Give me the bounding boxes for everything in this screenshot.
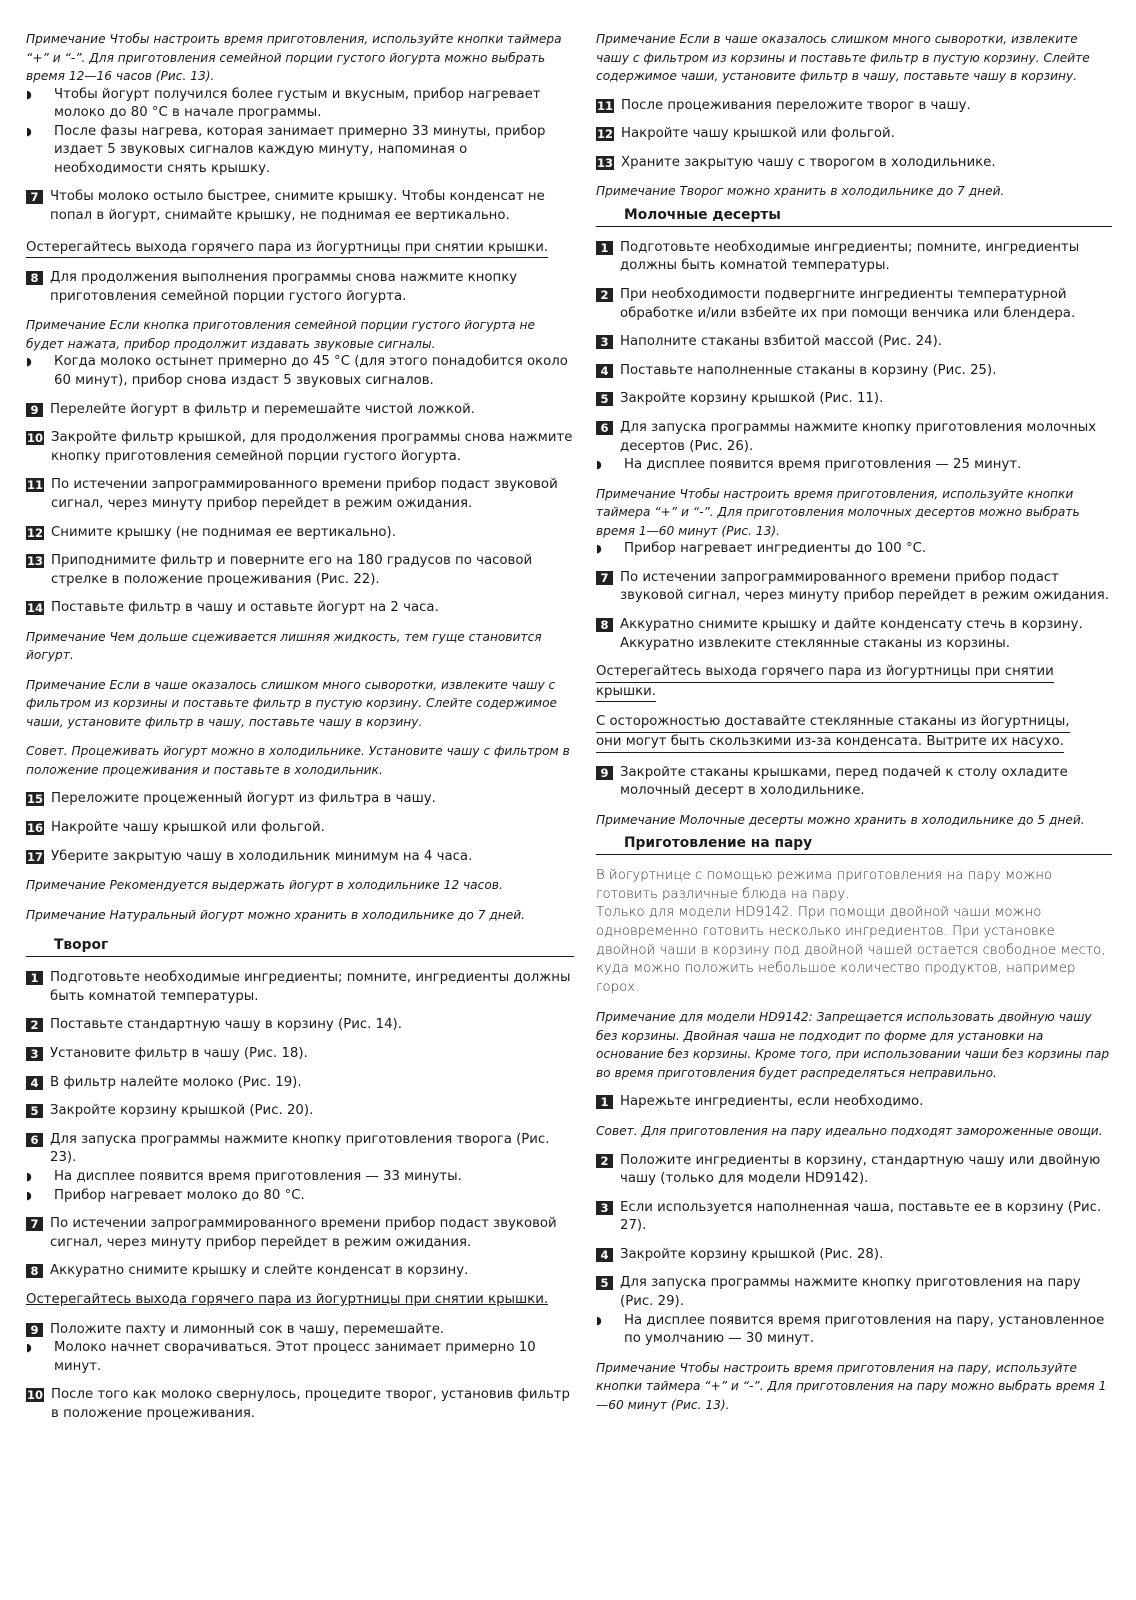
dessert-step-3: 3 Наполните стаканы взбитой массой (Рис. 24).: [596, 333, 1112, 352]
step-number: 13: [27, 554, 44, 569]
note-timer-yogurt: Примечание Чтобы настроить время приготовления, используйте кнопки таймера “+” и “-”. Для приготовления семейной порции густого йогурта можно выбрать время 12—16 часов (Рис. 13).: [26, 32, 562, 83]
step-number: 2: [26, 1018, 43, 1032]
step-number: 1: [26, 971, 43, 985]
step-13: 13 Приподнимите фильтр и поверните его на 180 градусов по часовой стрелке в положение процеживания (Рис. 22).: [27, 553, 533, 587]
bullet-icon: ◗: [26, 1170, 32, 1183]
step-17: 17 Уберите закрытую чашу в холодильник минимум на 4 часа.: [27, 848, 473, 864]
section-heading-desserts: Молочные десерты: [596, 205, 1112, 227]
step-number: 11: [27, 478, 44, 493]
step-number: 17: [27, 849, 44, 864]
step-number: 9: [26, 403, 43, 417]
steam-step-3: 3 Если используется наполненная чаша, поставьте ее в корзину (Рис. 27).: [596, 1199, 1112, 1236]
warning: С осторожностью доставайте стеклянные стаканы из йогуртницы, они могут быть скользкими из-за конденсата. Вытрите их насухо.: [596, 713, 1112, 752]
step-number: 2: [596, 288, 613, 302]
bullet-icon: ◗: [596, 458, 602, 472]
bullet-icon: ◗: [26, 124, 32, 138]
step-number: 7: [26, 1217, 43, 1231]
steam-intro: В йогуртнице с помощью режима приготовления на пару можно готовить различные блюда на пару.: [596, 868, 1053, 902]
dessert-step-2: 2 При необходимости подвергните ингредиенты температурной обработке и/или взбейте их при помощи венчика или блендера.: [596, 286, 1112, 323]
step-number: 8: [26, 271, 43, 285]
note-timer-steam: Примечание Чтобы настроить время приготовления на пару, используйте кнопки таймера “+” и “-”. Для приготовления на пару можно выбрать время 1—60 минут (Рис. 13).: [596, 1360, 1107, 1412]
tvorog-step-2: 2 Поставьте стандартную чашу в корзину (Рис. 14).: [26, 1016, 574, 1035]
step-number: 5: [26, 1104, 43, 1118]
step-number: 5: [596, 392, 613, 406]
warning: Остерегайтесь выхода горячего пара из йогуртницы при снятии крышки.: [26, 1291, 549, 1307]
dessert-step-8: 8 Аккуратно снимите крышку и дайте конденсату стечь в корзину. Аккуратно извлеките стеклянные стаканы из корзины.: [596, 616, 1112, 653]
step-9: 9 Перелейте йогурт в фильтр и перемешайте чистой ложкой.: [26, 401, 574, 420]
steam-step-2: 2 Положите ингредиенты в корзину, стандартную чашу или двойную чашу (только для модели HD9142).: [596, 1152, 1112, 1189]
step-number: 4: [26, 1076, 43, 1090]
step-number: 2: [596, 1154, 613, 1168]
note-dessert-keep: Примечание Молочные десерты можно хранить в холодильнике до 5 дней.: [596, 812, 1085, 827]
step-number: 15: [27, 792, 44, 807]
steam-step-1: 1 Нарежьте ингредиенты, если необходимо.: [596, 1093, 1112, 1112]
bullet-item: ◗ Прибор нагревает молоко до 80 °C.: [26, 1187, 574, 1206]
step-number: 3: [596, 335, 613, 349]
bullet-item: ◗ Молоко начнет сворачиваться. Этот процесс занимает примерно 10 минут.: [26, 1339, 574, 1376]
step-number: 1: [596, 241, 613, 255]
note-button: Примечание Если кнопка приготовления семейной порции густого йогурта не будет нажата, прибор продолжит издавать звуковые сигналы.: [26, 318, 535, 351]
tip-frozen: Совет. Для приготовления на пару идеально подходят замороженные овощи.: [596, 1124, 1103, 1138]
step-7: 7 Чтобы молоко остыло быстрее, снимите крышку. Чтобы конденсат не попал в йогурт, снимайте крышку, не поднимая ее вертикально.: [26, 188, 574, 225]
dessert-step-9: 9 Закройте стаканы крышками, перед подачей к столу охладите молочный десерт в холодильнике.: [596, 764, 1112, 801]
bullet-item: ◗ После фазы нагрева, которая занимает примерно 33 минуты, прибор издает 5 звуковых сигналов каждую минуту, напоминая о необходимости снять крышку.: [26, 123, 574, 179]
bullet-icon: ◗: [26, 1188, 32, 1202]
step-14: 14 Поставьте фильтр в чашу и оставьте йогурт на 2 часа.: [27, 600, 439, 616]
tvorog-step-11: 11 После процеживания переложите творог в чашу.: [597, 97, 971, 113]
tvorog-step-1: 1 Подготовьте необходимые ингредиенты; помните, ингредиенты должны быть комнатой температуры.: [26, 969, 574, 1006]
step-number: 10: [27, 431, 44, 446]
section-heading-steam: Приготовление на пару: [596, 833, 1112, 855]
tip-fridge: Совет. Процеживать йогурт можно в холодильнике. Установите чашу с фильтром в положение процеживания и поставьте в холодильник.: [26, 744, 570, 777]
step-number: 7: [596, 571, 613, 585]
step-number: 8: [596, 618, 613, 632]
step-number: 3: [596, 1201, 613, 1215]
left-column: [26, 30, 574, 1434]
tvorog-step-9: 9 Положите пахту и лимонный сок в чашу, перемешайте.: [26, 1321, 574, 1340]
step-number: 5: [596, 1276, 613, 1290]
step-15: 15 Переложите процеженный йогурт из фильтра в чашу.: [27, 791, 436, 807]
bullet-item: ◗ На дисплее появится время приготовления — 25 минут.: [596, 456, 1112, 475]
dessert-step-4: 4 Поставьте наполненные стаканы в корзину (Рис. 25).: [596, 362, 1112, 381]
steam-hd9142-info: Только для модели HD9142. При помощи двойной чаши можно одновременно готовить несколько ингредиентов. При установке двойной чаши в корзину под двойной чашей остается свободное место, куда можно положить небольшое количество продуктов, например горох.: [596, 905, 1106, 995]
step-number: 9: [26, 1323, 43, 1337]
step-8: 8 Для продолжения выполнения программы снова нажмите кнопку приготовления семейной порции густого йогурта.: [26, 269, 574, 306]
step-number: 3: [26, 1047, 43, 1061]
step-number: 4: [596, 1248, 613, 1262]
step-number: 12: [597, 127, 614, 142]
step-number: 14: [27, 601, 44, 616]
step-number: 7: [26, 190, 43, 204]
step-number: 1: [596, 1095, 613, 1109]
bullet-item: ◗ Чтобы йогурт получился более густым и вкусным, прибор нагревает молоко до 80 °C в начале программы.: [26, 86, 574, 123]
dessert-step-6: 6 Для запуска программы нажмите кнопку приготовления молочных десертов (Рис. 26).: [596, 419, 1112, 456]
step-16: 16 Накройте чашу крышкой или фольгой.: [27, 820, 325, 836]
tvorog-step-6: 6 Для запуска программы нажмите кнопку приготовления творога (Рис. 23).: [26, 1131, 574, 1168]
step-number: 6: [26, 1133, 43, 1147]
bullet-icon: ◗: [596, 1313, 602, 1327]
right-column: [596, 30, 1112, 1425]
step-11: 11 По истечении запрограммированного времени прибор подаст звуковой сигнал, через минуту прибор перейдет в режим ожидания.: [27, 477, 558, 511]
bullet-icon: ◗: [26, 1341, 32, 1355]
dessert-step-5: 5 Закройте корзину крышкой (Рис. 11).: [596, 390, 1112, 409]
dessert-step-1: 1 Подготовьте необходимые ингредиенты; помните, ингредиенты должны быть комнатой температуры.: [596, 239, 1112, 276]
note-whey: Примечание Если в чаше оказалось слишком много сыворотки, извлеките чашу с фильтром из корзины и поставьте фильтр в пустую корзину. Слейте содержимое чаши, установите фильтр в чашу, поставьте чашу в корзину.: [596, 32, 1090, 83]
warning: Остерегайтесь выхода горячего пара из йогуртницы при снятии крышки.: [596, 663, 1112, 702]
note-whey: Примечание Если в чаше оказалось слишком много сыворотки, извлеките чашу с фильтром из корзины и поставьте фильтр в пустую корзину. Слейте содержимое чаши, установите фильтр в чашу, поставьте чашу в корзину.: [26, 677, 558, 729]
note-timer-dessert: Примечание Чтобы настроить время приготовления, используйте кнопки таймера “+” и “-”. Для приготовления молочных десертов можно выбрать время 1—60 минут (Рис. 13).: [596, 486, 1080, 538]
step-number: 16: [27, 821, 44, 836]
note-natural: Примечание Натуральный йогурт можно хранить в холодильнике до 7 дней.: [26, 907, 526, 922]
step-10: 10 Закройте фильтр крышкой, для продолжения программы снова нажмите кнопку приготовления семейной порции густого йогурта.: [27, 430, 573, 464]
step-number: 11: [597, 98, 614, 113]
tvorog-step-4: 4 В фильтр налейте молоко (Рис. 19).: [26, 1074, 574, 1093]
bullet-icon: ◗: [596, 542, 602, 556]
bullet-item: ◗ На дисплее появится время приготовления — 33 минуты.: [26, 1168, 574, 1187]
step-number: 9: [596, 766, 613, 780]
step-12: 12 Снимите крышку (не поднимая ее вертикально).: [27, 524, 396, 540]
tvorog-step-3: 3 Установите фильтр в чашу (Рис. 18).: [26, 1045, 574, 1064]
step-number: 13: [597, 155, 614, 170]
bullet-item: ◗ На дисплее появится время приготовления на пару, установленное по умолчанию — 30 минут.: [596, 1312, 1112, 1349]
bullet-icon: ◗: [26, 87, 32, 101]
note-thicker: Примечание Чем дольше сцеживается лишняя жидкость, тем гуще становится йогурт.: [26, 629, 542, 663]
bullet-item: ◗ Прибор нагревает ингредиенты до 100 °C.: [596, 540, 1112, 559]
tvorog-step-13: 13 Храните закрытую чашу с творогом в холодильнике.: [597, 154, 996, 170]
note-tvorog-keep: Примечание Творог можно хранить в холодильнике до 7 дней.: [596, 184, 1005, 199]
step-number: 8: [26, 1264, 43, 1278]
step-number: 10: [27, 1388, 44, 1403]
step-number: 12: [27, 525, 44, 540]
bullet-icon: ◗: [26, 355, 32, 369]
dessert-step-7: 7 По истечении запрограммированного времени прибор подаст звуковой сигнал, через минуту прибор перейдет в режим ожидания.: [596, 569, 1112, 606]
tvorog-step-8: 8 Аккуратно снимите крышку и слейте конденсат в корзину.: [26, 1262, 574, 1281]
steam-step-4: 4 Закройте корзину крышкой (Рис. 28).: [596, 1246, 1112, 1265]
tvorog-step-7: 7 По истечении запрограммированного времени прибор подаст звуковой сигнал, через минуту прибор перейдет в режим ожидания.: [26, 1215, 574, 1252]
warning: Остерегайтесь выхода горячего пара из йогуртницы при снятии крышки.: [26, 236, 574, 259]
step-number: 4: [596, 364, 613, 378]
bullet-item: ◗ Когда молоко остынет примерно до 45 °C (для этого понадобится около 60 минут), прибор снова издаст 5 звуковых сигналов.: [26, 353, 574, 390]
steam-step-5: 5 Для запуска программы нажмите кнопку приготовления на пару (Рис. 29).: [596, 1274, 1112, 1311]
tvorog-step-10: 10 После того как молоко свернулось, процедите творог, установив фильтр в положение процеживания.: [27, 1387, 570, 1421]
step-number: 6: [596, 421, 613, 435]
section-heading-tvorog: Творог: [26, 935, 574, 957]
tvorog-step-12: 12 Накройте чашу крышкой или фольгой.: [597, 126, 895, 142]
note-hd9142: Примечание для модели HD9142: Запрещается использовать двойную чашу без корзины. Двойная чаша не подходит по форме для установки на основание без корзины. Кроме того, при использовании чаши без корзины пар во время приготовления будет распределяться неправильно.: [596, 1010, 1110, 1080]
note-keep-12: Примечание Рекомендуется выдержать йогурт в холодильнике 12 часов.: [26, 878, 503, 893]
tvorog-step-5: 5 Закройте корзину крышкой (Рис. 20).: [26, 1102, 574, 1121]
